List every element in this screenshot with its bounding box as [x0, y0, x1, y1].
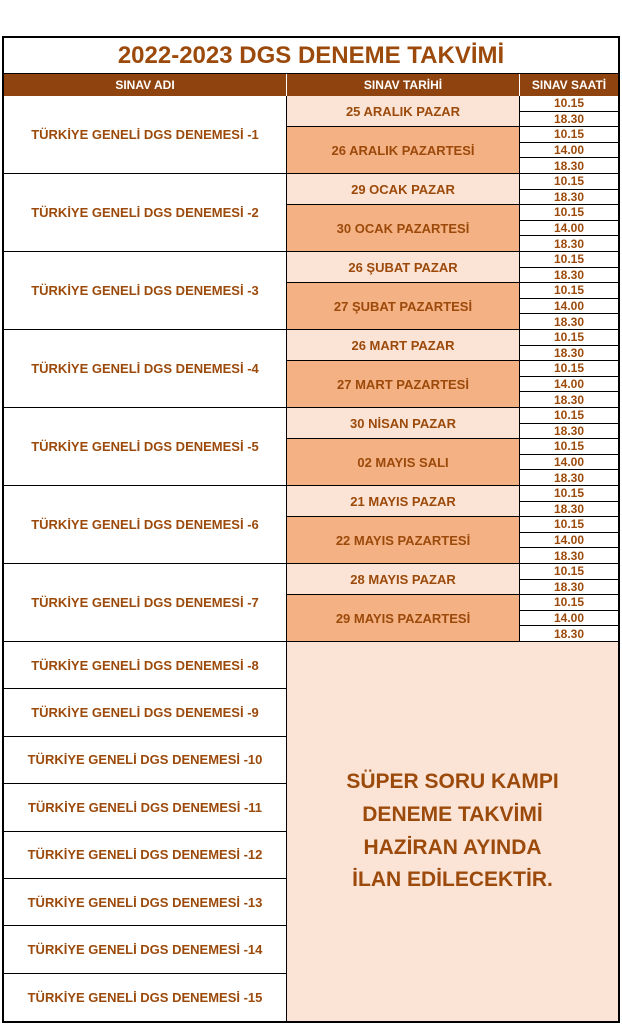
- exam-date: 26 ŞUBAT PAZAR: [287, 252, 520, 283]
- exam-time: 10.15: [520, 564, 618, 580]
- pending-exam-name: TÜRKİYE GENELİ DGS DENEMESİ -11: [4, 784, 287, 831]
- exam-time: 18.30: [520, 346, 618, 362]
- exam-time: 18.30: [520, 470, 618, 486]
- exam-time: 18.30: [520, 392, 618, 408]
- schedule-table: [2, 36, 620, 1023]
- pending-exam-name: TÜRKİYE GENELİ DGS DENEMESİ -15: [4, 974, 287, 1021]
- exam-time: 14.00: [520, 143, 618, 159]
- exam-date: 26 MART PAZAR: [287, 330, 520, 361]
- exam-time: 10.15: [520, 330, 618, 346]
- notice-line: HAZİRAN AYINDA: [363, 835, 542, 859]
- exam-time: 14.00: [520, 299, 618, 315]
- exam-date: 02 MAYIS SALI: [287, 439, 520, 486]
- exam-time: 10.15: [520, 283, 618, 299]
- exam-date: 22 MAYIS PAZARTESİ: [287, 517, 520, 564]
- exam-time: 14.00: [520, 611, 618, 627]
- exam-date: 27 MART PAZARTESİ: [287, 361, 520, 408]
- exam-time: 10.15: [520, 361, 618, 377]
- exam-time: 10.15: [520, 127, 618, 143]
- exam-time: 10.15: [520, 595, 618, 611]
- exam-date: 26 ARALIK PAZARTESİ: [287, 127, 520, 174]
- notice-line: SÜPER SORU KAMPI: [346, 770, 559, 794]
- page-title: 2022-2023 DGS DENEME TAKVİMİ: [4, 38, 618, 74]
- exam-time: 10.15: [520, 252, 618, 268]
- exam-time: 18.30: [520, 314, 618, 330]
- exam-time: 14.00: [520, 377, 618, 393]
- exam-date: 28 MAYIS PAZAR: [287, 564, 520, 595]
- exam-time: 18.30: [520, 190, 618, 206]
- pending-exam-name: TÜRKİYE GENELİ DGS DENEMESİ -13: [4, 879, 287, 926]
- exam-time: 14.00: [520, 221, 618, 237]
- exam-time: 18.30: [520, 268, 618, 284]
- exam-time: 18.30: [520, 236, 618, 252]
- exam-time: 10.15: [520, 439, 618, 455]
- pending-exam-name: TÜRKİYE GENELİ DGS DENEMESİ -8: [4, 642, 287, 689]
- exam-date: 29 MAYIS PAZARTESİ: [287, 595, 520, 642]
- exam-time: 18.30: [520, 158, 618, 174]
- exam-time: 10.15: [520, 517, 618, 533]
- pending-exam-name: TÜRKİYE GENELİ DGS DENEMESİ -10: [4, 737, 287, 784]
- exam-date: 30 NİSAN PAZAR: [287, 408, 520, 439]
- exam-name: TÜRKİYE GENELİ DGS DENEMESİ -6: [4, 486, 287, 564]
- exam-date: 21 MAYIS PAZAR: [287, 486, 520, 517]
- exam-time: 14.00: [520, 455, 618, 471]
- exam-date: 30 OCAK PAZARTESİ: [287, 205, 520, 252]
- header-exam-name: SINAV ADI: [4, 74, 287, 96]
- exam-date: 27 ŞUBAT PAZARTESİ: [287, 283, 520, 330]
- exam-time: 10.15: [520, 486, 618, 502]
- exam-name: TÜRKİYE GENELİ DGS DENEMESİ -2: [4, 174, 287, 252]
- exam-date: 25 ARALIK PAZAR: [287, 96, 520, 127]
- header-exam-date: SINAV TARİHİ: [287, 74, 520, 96]
- header-exam-time: SINAV SAATİ: [520, 74, 618, 96]
- exam-time: 10.15: [520, 205, 618, 221]
- pending-exam-name: TÜRKİYE GENELİ DGS DENEMESİ -14: [4, 926, 287, 973]
- exam-time: 18.30: [520, 626, 618, 642]
- exam-name: TÜRKİYE GENELİ DGS DENEMESİ -7: [4, 564, 287, 642]
- exam-time: 18.30: [520, 580, 618, 596]
- exam-name: TÜRKİYE GENELİ DGS DENEMESİ -3: [4, 252, 287, 330]
- exam-time: 10.15: [520, 408, 618, 424]
- exam-time: 10.15: [520, 174, 618, 190]
- exam-time: 18.30: [520, 548, 618, 564]
- exam-time: 14.00: [520, 533, 618, 549]
- exam-time: 10.15: [520, 96, 618, 112]
- exam-name: TÜRKİYE GENELİ DGS DENEMESİ -5: [4, 408, 287, 486]
- announcement-notice: [287, 642, 618, 1021]
- notice-line: DENEME TAKVİMİ: [362, 802, 543, 826]
- pending-exam-name: TÜRKİYE GENELİ DGS DENEMESİ -9: [4, 689, 287, 736]
- exam-time: 18.30: [520, 112, 618, 128]
- exam-time: 18.30: [520, 502, 618, 518]
- exam-name: TÜRKİYE GENELİ DGS DENEMESİ -1: [4, 96, 287, 174]
- notice-line: İLAN EDİLECEKTİR.: [352, 868, 553, 892]
- exam-date: 29 OCAK PAZAR: [287, 174, 520, 205]
- exam-time: 18.30: [520, 424, 618, 440]
- exam-name: TÜRKİYE GENELİ DGS DENEMESİ -4: [4, 330, 287, 408]
- pending-exam-name: TÜRKİYE GENELİ DGS DENEMESİ -12: [4, 832, 287, 879]
